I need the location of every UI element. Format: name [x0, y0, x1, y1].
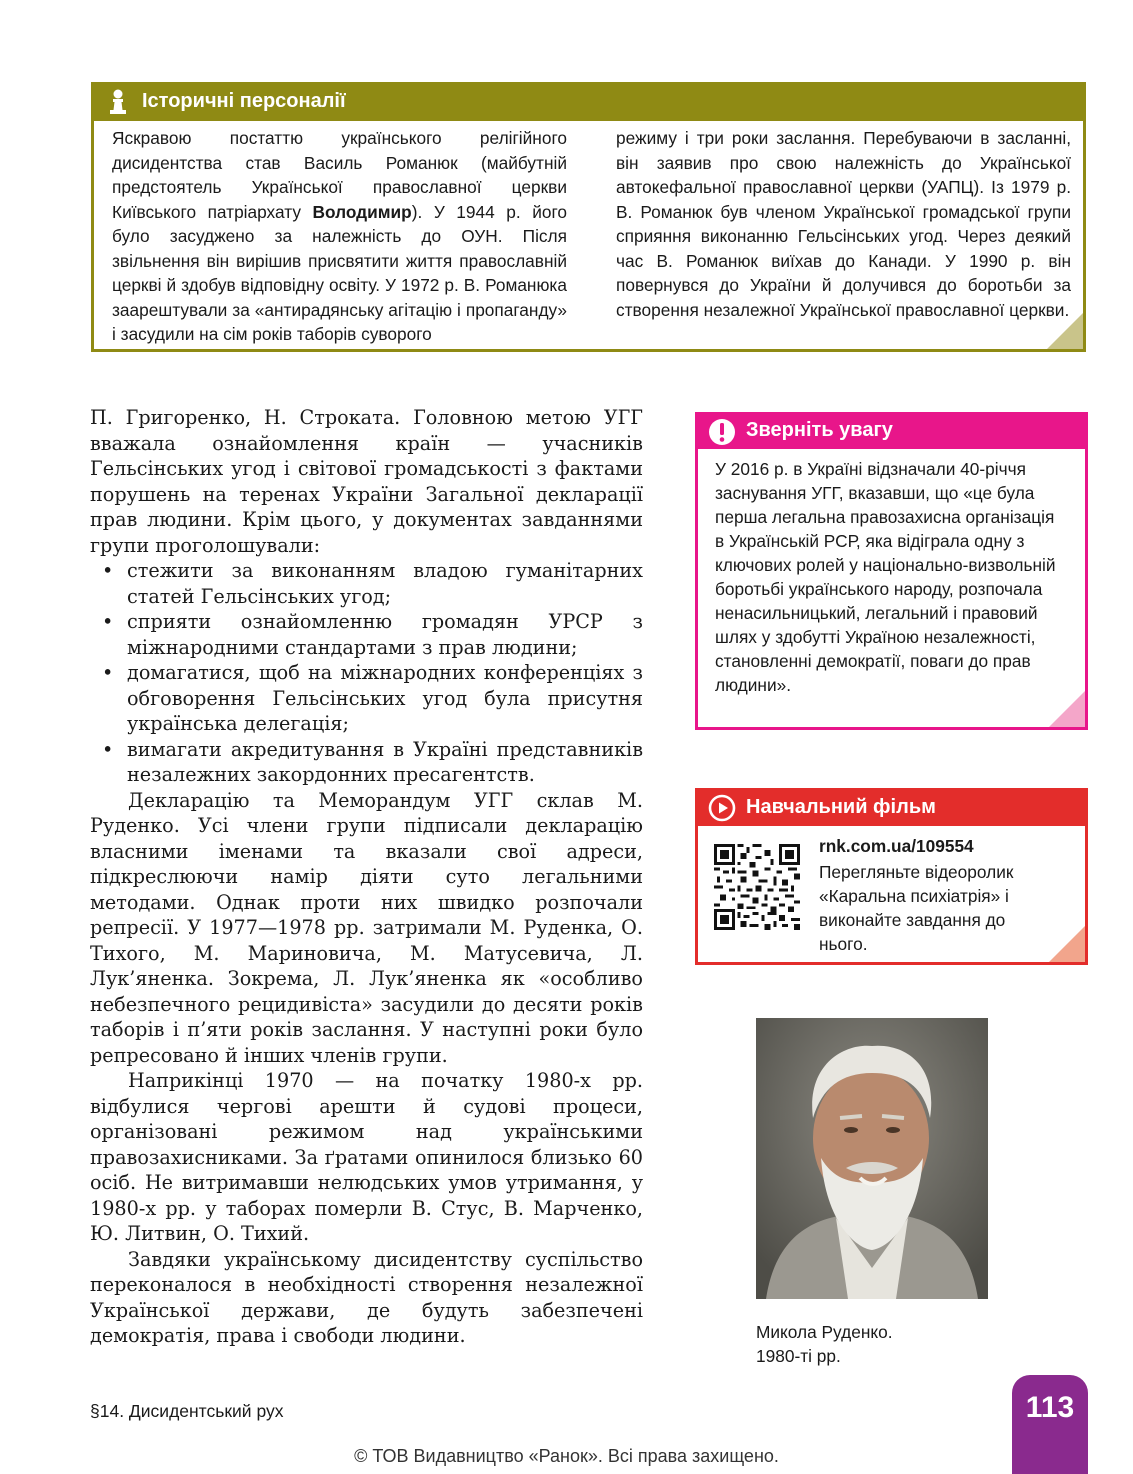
- attention-box-header: [698, 415, 1085, 449]
- paragraph: Наприкінці 1970 — на початку 1980-х рр. відбулися чергові арешти й судові процеси, організовані режимом над українськими правозахисниками. За ґратами опинилося близько 60 осіб. Не витримавши нелюдських умов утримання, у 1980-х рр. у таборах померли В. Стус, В. Марченко, Ю. Литвин, О. Тихий.: [90, 1069, 643, 1245]
- corner-decoration: [1049, 691, 1085, 727]
- paragraph: Завдяки українському дисидентству суспільство переконалося в необхідності створення незалежної Української держави, де будуть забезпечені демократія, права і свободи людини.: [90, 1247, 643, 1347]
- exclamation-icon: [708, 418, 736, 446]
- main-text: [90, 405, 643, 1349]
- page-number: 113: [1025, 1391, 1075, 1424]
- bullet: •: [102, 737, 114, 761]
- bold-name: Володимир: [312, 201, 412, 222]
- paragraph: Декларацію та Меморандум УГГ склав М. Руденко. Усі члени групи підписали декларацію власними іменами та вказали свої адреси, підкреслюючи намір діяти суто легальними методами. Однак проти них швидко розпочали репресії. У 1977—1978 рр. затримали М. Руденка, О. Тихого, М. Мариновича, М. Матусевича, Л. Лук’яненка. Зокрема, Л. Лук’яненка як «особливо небезпечного рецидивіста» засудили до десяти років таборів і п’яти років заслання. У наступні роки було репресовано й інших членів групи.: [90, 788, 643, 1067]
- historic-box-header: [94, 85, 1083, 121]
- historic-personalities-box: [91, 82, 1086, 352]
- list-item-text: стежити за виконанням владою гуманітарних статей Гельсінських угод;: [127, 559, 643, 608]
- chapter-title: §14. Дисидентський рух: [90, 1401, 284, 1421]
- list-item: [90, 660, 643, 737]
- copyright-notice: © ТОВ Видавництво «Ранок». Всі права захищено.: [354, 1446, 779, 1466]
- caption-date: 1980-ті рр.: [756, 1346, 841, 1366]
- historic-text-part: Яскравою постаттю українського релігійного дисидентства став Василь Романюк (майбутній предстоятель Української православної церкви Київського патріархату: [112, 128, 567, 222]
- corner-decoration: [1047, 313, 1083, 349]
- film-link[interactable]: rnk.com.ua/109554: [819, 836, 974, 856]
- chess-pawn-icon: [104, 88, 132, 116]
- list-item: [90, 558, 643, 609]
- educational-film-box: [695, 788, 1088, 965]
- list-item-text: сприяти ознайомленню громадян УРСР з міжнародними стандартами з прав людини;: [127, 610, 643, 659]
- bullet: •: [102, 661, 114, 684]
- film-text: Перегляньте відеоролик «Каральна психіатрія» і виконайте завдання до нього.: [819, 862, 1014, 954]
- historic-text-left: [112, 126, 567, 347]
- list-item-text: вимагати акредитування в Україні представників незалежних закордонних пресагентств.: [127, 737, 643, 786]
- film-box-header: [698, 791, 1085, 826]
- bullet: •: [102, 559, 114, 582]
- intro-paragraph: П. Григоренко, Н. Строката. Головною метою УГГ вважала ознайомлення країн — учасників Гельсінських угод і світової громадськості з фактами порушень на теренах України Загальної декларації прав людини. Крім цього, у документах завданнями групи проголошували:: [90, 406, 643, 557]
- historic-text-right: режиму і три роки заслання. Перебуваючи в засланні, він заявив про свою належність до Української автокефальної православної церкви (УАПЦ). Із 1979 р. В. Романюк був членом Української громадської групи сприяння виконанню Гельсінських угод. Через деякий час В. Романюк виїхав до Канади. У 1990 р. він повернувся до України й долучився до боротьби за створення незалежної Української православної церкви.: [616, 128, 1071, 320]
- attention-box: [695, 412, 1088, 730]
- list-item: [90, 609, 643, 660]
- caption-name: Микола Руденко.: [756, 1322, 893, 1342]
- list-item: [90, 737, 643, 788]
- film-box-title: Навчальний фільм: [746, 796, 936, 818]
- qr-code[interactable]: [714, 844, 800, 930]
- portrait-photo: [756, 1018, 988, 1299]
- play-icon: [708, 794, 736, 822]
- historic-text-part: ). У 1944 р. його було засуджено за належність до ОУН. Після звільнення він вирішив присвятити життя православній церкві й здобув відповідну освіту. У 1972 р. В. Романюка заарештували за «антирадянську агітацію і пропаганду» і засудили на сім років таборів суворого: [112, 201, 567, 344]
- attention-text: У 2016 р. в Україні відзначали 40-річчя заснування УГГ, вказавши, що «це була перша легальна правозахисна організація в Українській РСР, яка відіграла одну з ключових ролей у національно-визвольній боротьбі українського народу, розпочала ненасильницький, легальний і правовий шлях у здобутті Україною незалежності, становленні демократії, поваги до прав людини».: [715, 459, 1056, 695]
- tasks-list: [90, 558, 643, 788]
- corner-decoration: [1049, 926, 1085, 962]
- historic-box-title: Історичні персоналії: [142, 90, 346, 112]
- attention-box-title: Зверніть увагу: [746, 419, 893, 441]
- photo-caption: [756, 1320, 893, 1368]
- bullet: •: [102, 610, 114, 633]
- list-item-text: домагатися, щоб на міжнародних конференціях з обговорення Гельсінських угод була присутня українська делегація;: [127, 661, 643, 735]
